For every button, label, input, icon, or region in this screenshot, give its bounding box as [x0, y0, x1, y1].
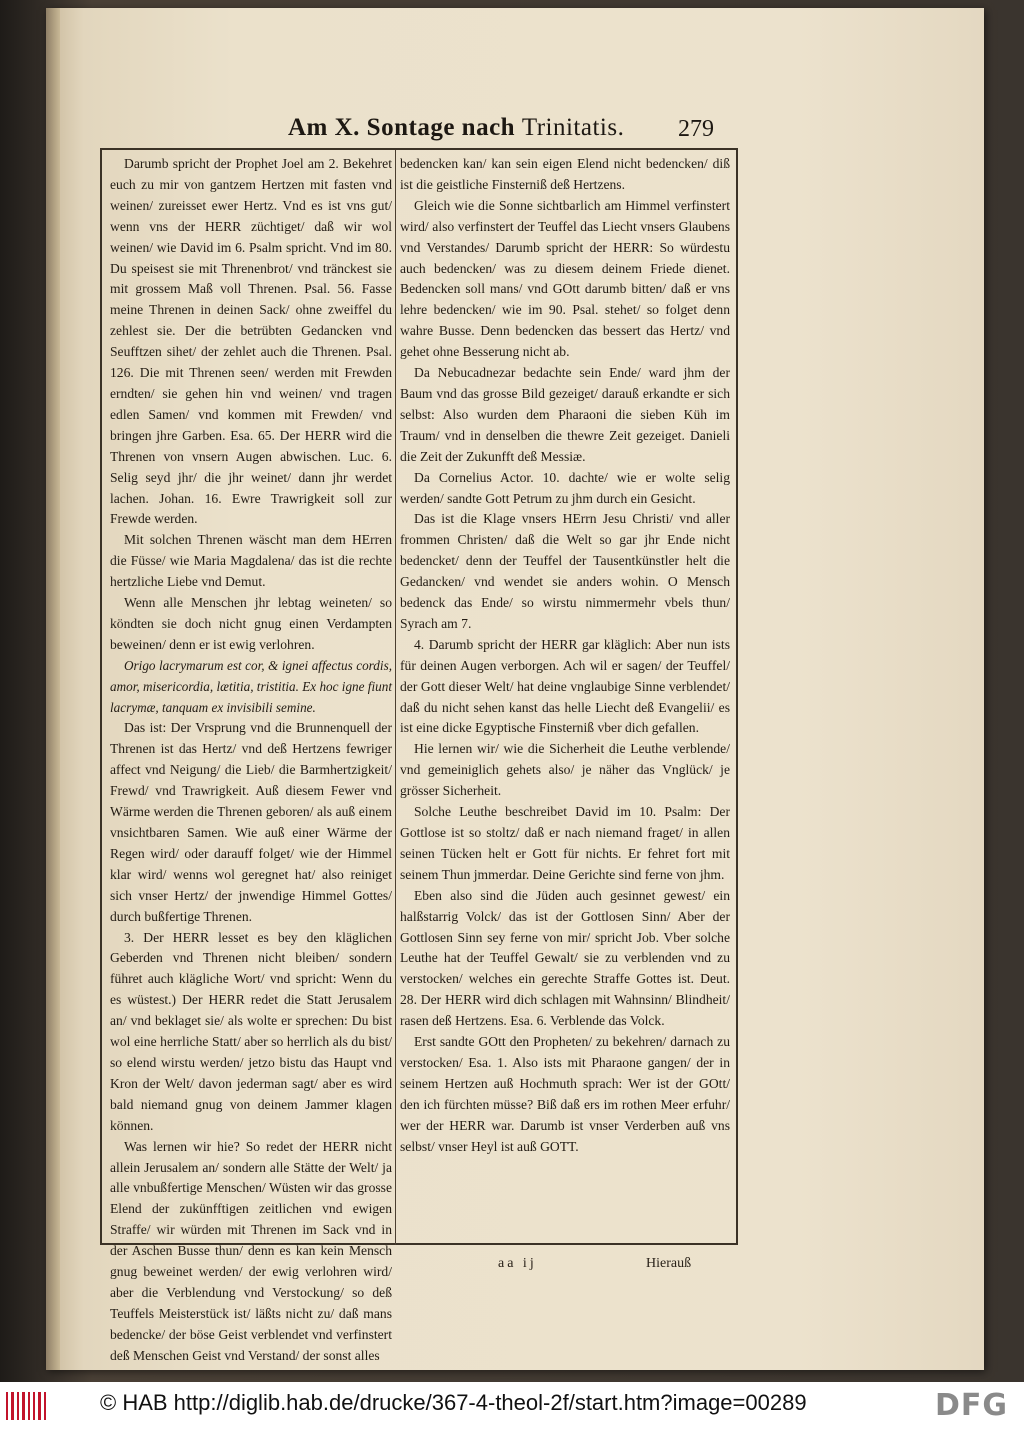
running-head-title [288, 114, 624, 142]
book-page [46, 8, 984, 1370]
paragraph: bedencken kan/ kan sein eigen Elend nicht bedencken/ diß ist die geistliche Finsterniß deß Hertzens. [400, 156, 730, 192]
paragraph: Gleich wie die Sonne sichtbarlich am Himmel verfinstert wird/ also verfinstert der Teuffel das Liecht vnsers Glaubens vnd Verstandes/ Darumb spricht der HERR: So würdestu auch bedencken/ was zu diesem deinem Friede dienet. Bedencken soll mans/ vnd GOtt darumb bitten/ daß er vns lehre bedencken/ wie im 90. Psal. stehet/ so folget denn wahre Busse. Denn bedencken das bessert das Hertz/ vnd gehet ohne Besserung nicht ab. [400, 197, 730, 360]
right-column [400, 154, 730, 1158]
signature-mark: aa ij [498, 1256, 537, 1271]
paragraph: Darumb spricht der Prophet Joel am 2. Bekehret euch zu mir von gantzem Hertzen mit fasten vnd weinen/ zureisset ewer Hertz. Vnd es ist vns gut/ wenn vns der HERR züchtiget/ daß wir wol weinen/ wie David im 6. Psalm spricht. Vnd im 80. Du speisest sie mit Threnenbrot/ vnd tränckest sie mit grossem Maß voll Threnen. Psal. 56. Fasse meine Threnen in deinen Sack/ ohne zweiffel du zehlest sie. Der die betrübten Gedancken vnd Seufftzen sihet/ der zehlet auch die Threnen. Psal. 126. Die mit Threnen seen/ werden mit Frewden erndten/ sie gehen hin vnd weinen/ vnd tragen edlen Samen/ vnd kommen mit Frewden/ vnd bringen jhre Garben. Esa. 65. Der HERR wird die Threnen von vnsern Augen abwischen. Luc. 6. Selig seyd jhr/ die jhr weinet/ dann jhr werdet lachen. Johan. 16. Ewre Trawrigkeit soll zur Frewde werden. [110, 156, 392, 527]
paragraph: Da Cornelius Actor. 10. dachte/ wie er wolte selig werden/ sandte Gott Petrum zu jhm durch ein Gesicht. [400, 469, 730, 506]
running-head [102, 112, 742, 152]
running-head-latin: Trinitatis. [521, 114, 625, 141]
paragraph: Eben also sind die Jüden auch gesinnet gewest/ ein halßstarrig Volck/ das ist der Gottlosen Sinn/ Aber der Gottlosen Sinn sey ferne von mir/ spricht Job. Vber solche Leuthe hat der Teuffel Gewalt/ sie zu verblenden vnd zu verstocken/ welches ein gerechte Straffe Gottes ist. Deut. 28. Der HERR wird dich schlagen mit Wahnsinn/ Blindheit/ rasen deß Hertzens. Esa. 6. Verblende das Volck. [400, 887, 730, 1029]
left-column [110, 154, 392, 1367]
paragraph: Wenn alle Menschen jhr lebtag weineten/ so köndten sie doch nicht gnug einen Verdampten beweinen/ denn er ist ewig verlohren. [110, 595, 392, 652]
paragraph: Das ist: Der Vrsprung vnd die Brunnenquell der Threnen ist das Hertz/ vnd deß Hertzens fewriger affect vnd Neigung/ die Lieb/ die Barmhertzigkeit/ Frewd/ vnd Trawrigkeit. Auß diesem Fewer vnd Wärme werden die Threnen geboren/ als auß einem vnsichtbaren Samen. Wie auß einer Wärme der Regen wird/ oder darauff folget/ wie der Himmel klar wird/ wenns wol geregnet hat/ also reiniget sich vnser Hertz/ der jnwendige Himmel Gottes/ durch bußfertige Threnen. [110, 720, 392, 924]
dfg-logo: DFG [935, 1388, 1009, 1423]
folio-number: 279 [678, 116, 714, 142]
paragraph: Mit solchen Threnen wäscht man dem HErren die Füsse/ wie Maria Magdalena/ das ist die rechte hertzliche Liebe vnd Demut. [110, 532, 392, 590]
paragraph: Da Nebucadnezar bedachte sein Ende/ ward jhm der Baum vnd das grosse Bild gezeiget/ darauß erkandte er sich selbst: Also wurden dem Pharaoni die sieben Küh im Traum/ vnd in denselben die thewre Zeit gezeiget. Danieli die Zeit der Zukunfft deß Messiæ. [400, 365, 730, 464]
source-caption[interactable]: © HAB http://diglib.hab.de/drucke/367-4-theol-2f/start.htm?image=00289 [100, 1390, 807, 1415]
hab-logo-icon [6, 1392, 46, 1420]
paragraph: Was lernen wir hie? So redet der HERR nicht allein Jerusalem an/ sondern alle Stätte der Welt/ ja alle vnbußfertige Menschen/ Wüsten wir das grosse Elend der zukünfftigen zeitlichen vnd ewigen Straffe/ wir würden mit Threnen im Sack vnd in der Aschen Busse thun/ denn es kan kein Mensch gnug beweinet werden/ der ewig verlohren wird/ aber die Verblendung vnd Verstockung/ so deß Teuffels Meisterstück ist/ läßts nicht zu/ daß mans bedencke/ der böse Geist verblendet vnd verfinstert deß Menschen Geist vnd Verstand/ der sonst alles [110, 1138, 392, 1363]
paragraph: Erst sandte GOtt den Propheten/ zu bekehren/ darnach zu verstocken/ Esa. 1. Also ists mit Pharaone gangen/ der in seinem Hertzen auß Hochmuth sprach: Wer ist der GOtt/ den ich fürchten müsse? Biß daß ers im rothen Meer erfuhr/ wer der HERR war. Darumb ist vnser Verderben auß vns selbst/ vnser Heyl ist auß GOTT. [400, 1034, 730, 1154]
viewer-footer-bar [0, 1382, 1024, 1429]
paragraph: 3. Der HERR lesset es bey den kläglichen Geberden vnd Threnen nicht bleiben/ sondern führet auch klägliche Wort/ vnd spricht: Wenn du es wüstest.) Der HERR redet die Statt Jerusalem an/ vnd beklaget sie/ als wolte er sprechen: Du bist wol eine herrliche Statt/ aber so herrlich als du bist/ so elend wirstu werden/ jetzo bistu das Haupt vnd Kron der Welt/ davon jederman sagt/ aber es wird bald niemand gnug von deinem Jammer klagen können. [110, 929, 392, 1133]
paragraph: Das ist die Klage vnsers HErrn Jesu Christi/ vnd aller frommen Christen/ daß die Welt so gar jhr Ende nicht bedencket/ denn der Teuffel der Tausentkünstler helt die Gedancken/ vnd wendet sie anders wohin. O Mensch bedenck das Ende/ so wirstu nimmermehr vbels thun/ Syrach am 7. [400, 511, 730, 631]
paragraph: Solche Leuthe beschreibet David im 10. Psalm: Der Gottlose ist so stoltz/ daß er nach niemand fraget/ in allen seinen Tücken helt er Gott für nichts. Er fehret fort mit seinem Thun jmmerdar. Deine Gerichte sind ferne von jhm. [400, 804, 730, 882]
column-rule [395, 150, 396, 1245]
paragraph: Hie lernen wir/ wie die Sicherheit die Leuthe verblende/ vnd gemeiniglich gehets also/ je näher das Vnglück/ je grösser Sicherheit. [400, 741, 730, 799]
running-head-german: Am X. Sontage nach [288, 114, 516, 141]
page-edge [46, 8, 60, 1370]
paragraph: 4. Darumb spricht der HERR gar kläglich: Aber nun ists für deinen Augen verborgen. Ach wil er sagen/ der Teuffel/ der Gott dieser Welt/ hat deine vnglaubige Sinne verblendet/ daß du nicht sehen kanst das helle Liecht deß Evangelii/ es ist eine dicke Egyptische Finsterniß vber dich gefallen. [400, 636, 730, 736]
latin-quote: Origo lacrymarum est cor, & ignei affectus cordis, amor, misericordia, lætitia, tristitia. Ex hoc igne fiunt lacrymæ, tanquam ex invisibili semine. [110, 657, 392, 715]
catchword: Hierauß [646, 1256, 692, 1271]
